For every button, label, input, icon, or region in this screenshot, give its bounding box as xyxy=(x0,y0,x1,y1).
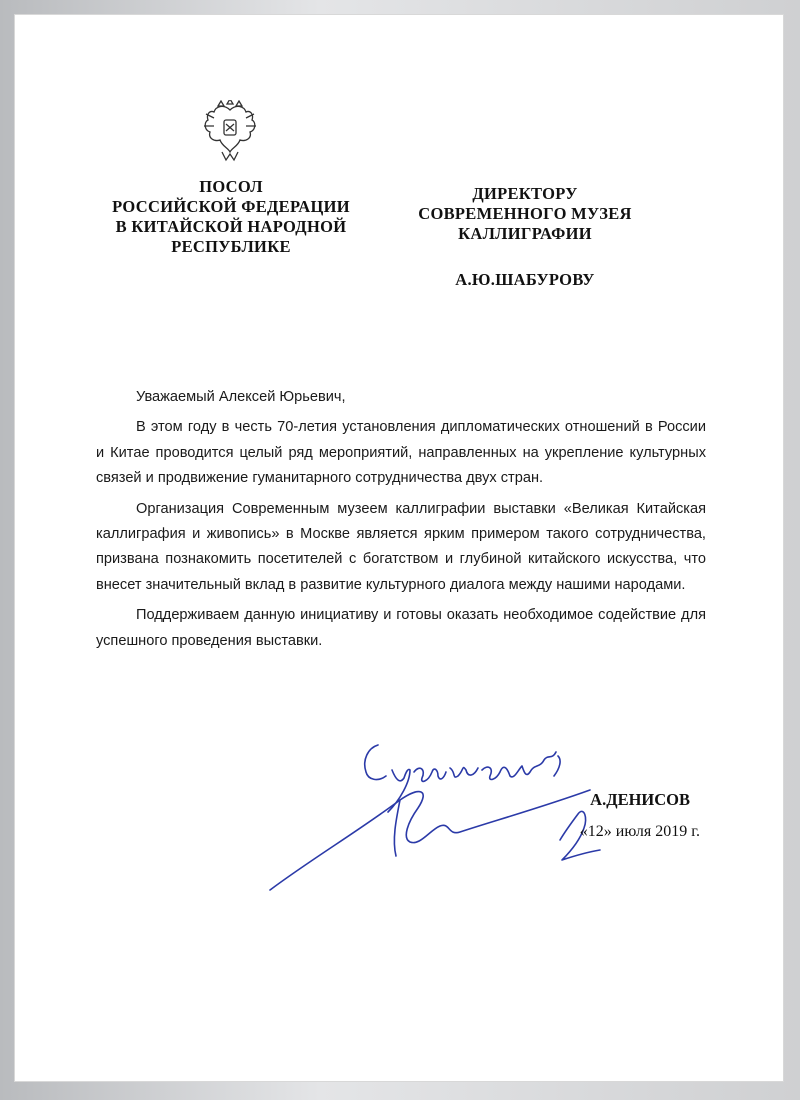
paragraph: Поддерживаем данную инициативу и готовы оказать необходимое содействие для успешного проведения выставки. xyxy=(96,607,706,649)
addressee-line: СОВРЕМЕННОГО МУЗЕЯ xyxy=(418,204,632,223)
addressee-line: ДИРЕКТОРУ xyxy=(472,184,578,203)
paragraph: Организация Современным музеем каллиграфии выставки «Великая Китайская каллиграфия и живопись» в Москве является ярким примером такого сотрудничества, призвана познакомить посетителей с богатством и глубиной китайского искусства, что внесет значительный вклад в развитие культурного диалога между нашими народами. xyxy=(96,500,706,593)
sender-line: РОССИЙСКОЙ ФЕДЕРАЦИИ xyxy=(112,197,350,216)
addressee-block xyxy=(395,184,655,290)
sender-line: ПОСОЛ xyxy=(199,177,263,196)
letter-date: «12» июля 2019 г. xyxy=(579,823,700,840)
sender-block xyxy=(96,177,366,257)
sender-line: В КИТАЙСКОЙ НАРОДНОЙ xyxy=(115,217,347,236)
sender-line: РЕСПУБЛИКЕ xyxy=(171,237,291,256)
addressee-line: КАЛЛИГРАФИИ xyxy=(458,224,592,243)
addressee-name: А.Ю.ШАБУРОВУ xyxy=(455,270,595,289)
paragraph: В этом году в честь 70-летия установления дипломатических отношений в России и Китае проводится целый ряд мероприятий, направленных на укрепление культурных связей и продвижение гуманитарного сотрудничества двух стран. xyxy=(96,419,706,487)
greeting: Уважаемый Алексей Юрьевич, xyxy=(136,389,346,405)
letter-body xyxy=(96,385,706,654)
coat-of-arms-icon xyxy=(200,100,260,162)
signer-name: А.ДЕНИСОВ xyxy=(590,790,690,809)
